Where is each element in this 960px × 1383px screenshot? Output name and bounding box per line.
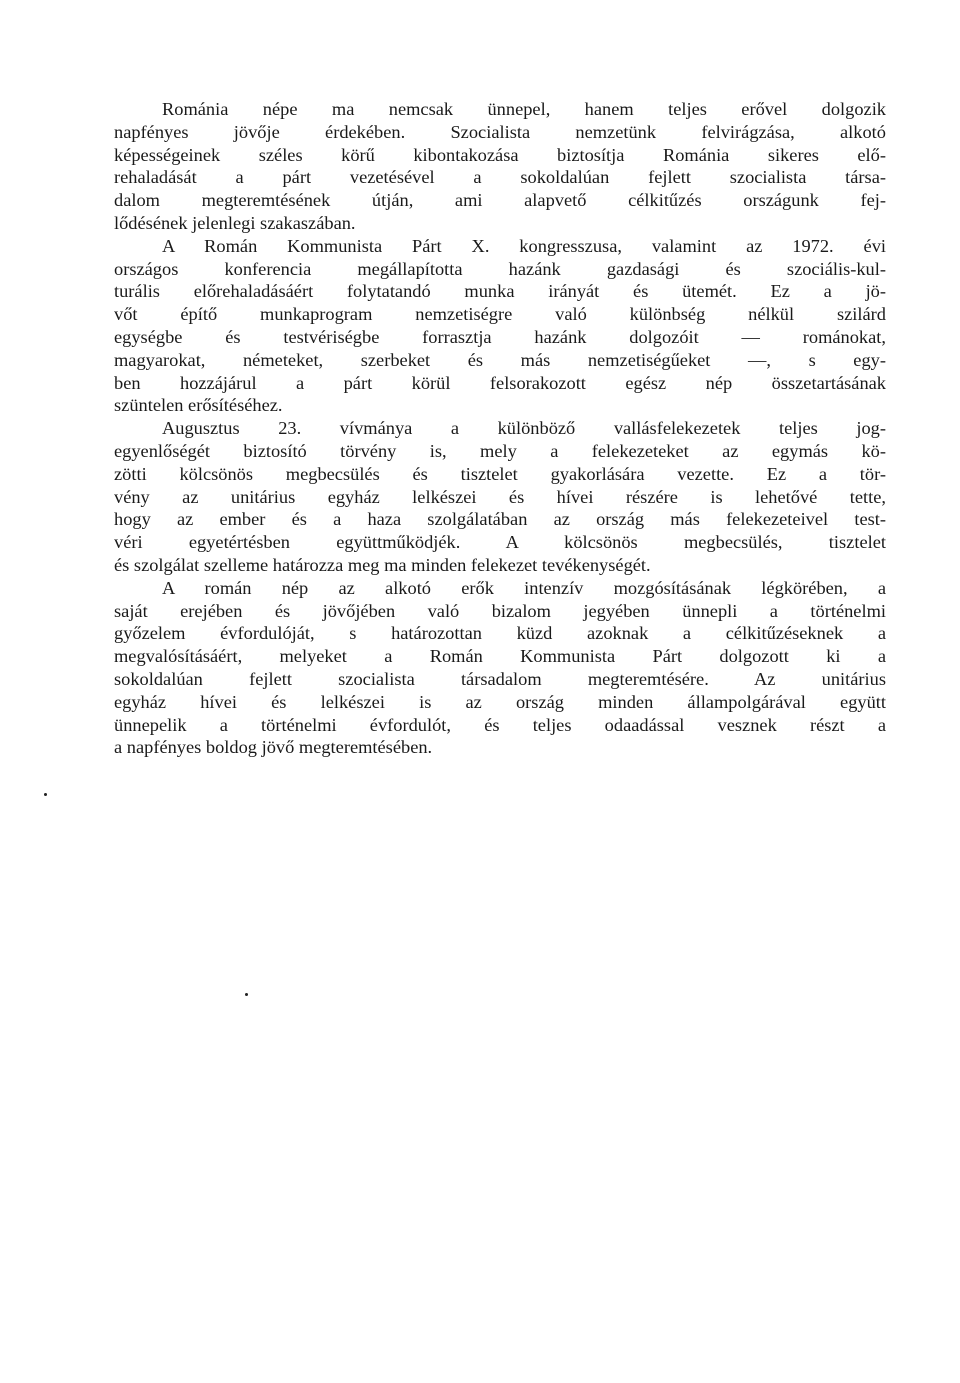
text-line: ben hozzájárul a párt körül felsorakozott egész nép összetartásának xyxy=(114,372,886,393)
text-line: képességeinek széles körű kibontakozása biztosítja Románia sikeres elő- xyxy=(114,144,886,165)
text-line: rehaladását a párt vezetésével a sokoldalúan fejlett szocialista társa- xyxy=(114,167,886,188)
text-line: és szolgálat szelleme határozza meg ma minden felekezet tevékenységét. xyxy=(114,554,651,575)
text-line: zötti kölcsönös megbecsülés és tisztelet gyakorlására vezette. Ez a tör- xyxy=(114,463,886,484)
text-line: magyarokat, németeket, szerbeket és más nemzetiségűeket —, s egy- xyxy=(114,349,886,370)
text-line: országos konferencia megállapította hazánk gazdasági és szociális-kul- xyxy=(114,258,886,279)
text-line: turális előrehaladásáért folytatandó munka irányát és ütemét. Ez a jö- xyxy=(114,281,886,302)
document-body xyxy=(114,98,886,759)
text-line: a napfényes boldog jövő megteremtésében. xyxy=(114,737,433,758)
paragraph xyxy=(114,235,886,417)
scan-speck xyxy=(44,793,47,796)
text-line: napfényes jövője érdekében. Szocialista nemzetünk felvirágzása, alkotó xyxy=(114,121,886,142)
text-line: A román nép az alkotó erők intenzív mozgósításának légkörében, a xyxy=(162,577,886,598)
text-line: dalom megteremtésének útján, ami alapvető célkitűzés országunk fej- xyxy=(114,190,886,211)
scan-speck xyxy=(245,993,248,996)
text-line: egyenlőségét biztosító törvény is, mely a felekezeteket az egymás kö- xyxy=(114,440,886,461)
text-line: sokoldalúan fejlett szocialista társadalom megteremtésére. Az unitárius xyxy=(114,668,886,689)
text-line: Románia népe ma nemcsak ünnepel, hanem teljes erővel dolgozik xyxy=(162,99,886,119)
text-line: véri egyetértésben együttműködjék. A kölcsönös megbecsülés, tisztelet xyxy=(114,532,886,553)
text-line: vény az unitárius egyház lelkészei és hívei részére is lehetővé tette, xyxy=(114,486,886,507)
text-line: vőt építő munkaprogram nemzetiségre való különbség nélkül szilárd xyxy=(114,304,886,325)
text-line: ünnepelik a történelmi évfordulót, és teljes odaadással vesznek részt a xyxy=(114,714,886,735)
text-line: A Román Kommunista Párt X. kongresszusa, valamint az 1972. évi xyxy=(162,235,886,256)
paragraph xyxy=(114,417,886,577)
text-line: Augusztus 23. vívmánya a különböző vallásfelekezetek teljes jog- xyxy=(162,418,886,439)
text-line: saját erejében és jövőjében való bizalom jegyében ünnepli a történelmi xyxy=(114,600,886,621)
text-line: győzelem évfordulóját, s határozottan küzd azoknak a célkitűzéseknek a xyxy=(114,623,886,644)
text-line: egyház hívei és lelkészei is az ország minden állampolgárával együtt xyxy=(114,691,886,712)
text-line: lődésének jelenlegi szakaszában. xyxy=(114,212,356,233)
paragraph xyxy=(114,577,886,759)
text-line: egységbe és testvériségbe forrasztja hazánk dolgozóit — románokat, xyxy=(114,326,886,347)
text-line: megvalósításáért, melyeket a Román Kommunista Párt dolgozott ki a xyxy=(114,646,886,667)
text-line: hogy az ember és a haza szolgálatában az ország más felekezeteivel test- xyxy=(114,509,886,530)
paragraph xyxy=(114,98,886,235)
text-line: szüntelen erősítéséhez. xyxy=(114,395,283,416)
